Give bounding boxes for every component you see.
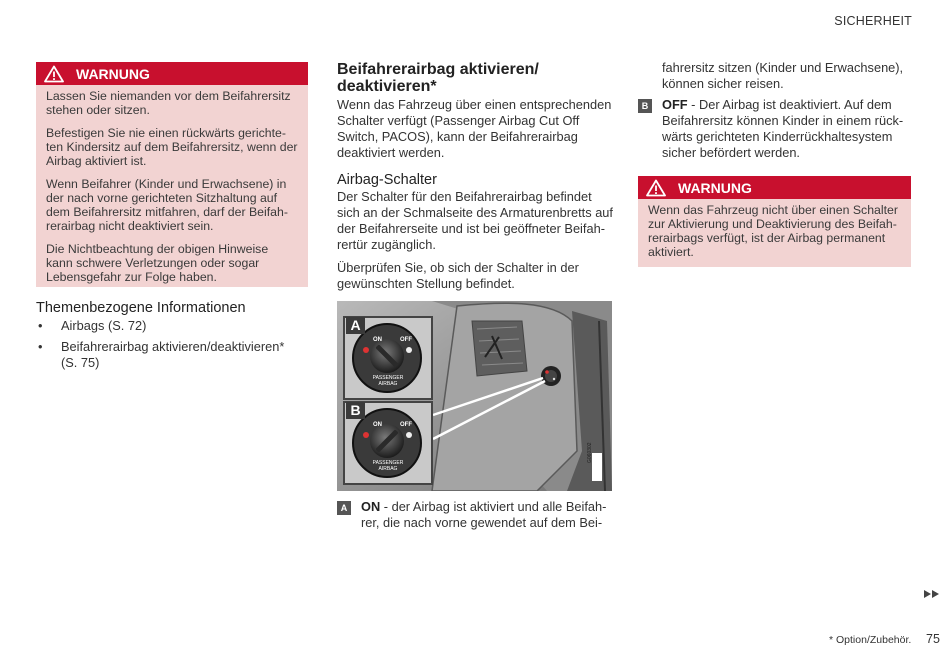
- switch-label-on: ON: [373, 422, 382, 428]
- switch-label-on: ON: [373, 337, 382, 343]
- figure-label-a: A: [346, 317, 365, 334]
- bullet-icon: •: [38, 339, 43, 354]
- warning-paragraph: Wenn das Fahrzeug nicht über einen Schalter zur Aktivierung und Deaktivierung des Beifah-rerairbags verfügt, ist der Airbag permanent aktiviert.: [648, 203, 898, 259]
- state-b-description: [638, 97, 908, 161]
- page-number: 75: [926, 632, 940, 646]
- page-title: [337, 61, 613, 95]
- switch-caption-line: PASSENGER: [372, 375, 404, 381]
- footnote: * Option/Zubehör.: [829, 634, 912, 646]
- switch-caption-line: AIRBAG: [378, 381, 398, 387]
- related-link[interactable]: Airbags (S. 72): [61, 318, 147, 333]
- figure-code: G060302: [587, 442, 593, 463]
- warning-paragraph: Befestigen Sie nie einen rückwärts gerichte-ten Kindersitz auf dem Beifahrersitz, wenn der Airbag aktiviert ist.: [46, 126, 298, 168]
- warning-triangle-icon: [44, 65, 64, 83]
- state-a-keyword: ON: [361, 499, 381, 514]
- intro-paragraph: Wenn das Fahrzeug über einen entsprechenden Schalter verfügt (Passenger Airbag Cut Off Switch, PACOS), kann der Beifahrerairbag deaktiviert werden.: [337, 97, 612, 160]
- airbag-switch-figure: [337, 301, 612, 491]
- bullet-icon: •: [38, 318, 43, 333]
- list-item[interactable]: [36, 339, 296, 371]
- figure-label-b: B: [346, 402, 365, 419]
- body-paragraph: Der Schalter für den Beifahrerairbag befindet sich an der Schmalseite des Armaturenbretts auf der Beifahrerseite und ist bei geöffneter Beifah-rertür zugänglich.: [337, 189, 613, 252]
- related-list: [36, 318, 296, 376]
- switch-caption-line: PASSENGER: [372, 460, 404, 466]
- switch-label-off: OFF: [400, 422, 412, 428]
- warning-header: [638, 176, 911, 199]
- warning-body: [638, 199, 911, 267]
- switch-caption-line: AIRBAG: [378, 466, 398, 472]
- title-line: deaktivieren*: [337, 78, 437, 95]
- list-item[interactable]: [36, 318, 296, 334]
- warning-body: [36, 85, 308, 292]
- related-heading: Themenbezogene Informationen: [36, 300, 246, 316]
- warning-paragraph: Lassen Sie niemanden vor dem Beifahrersitz stehen oder sitzen.: [46, 89, 291, 117]
- section-header: SICHERHEIT: [834, 14, 912, 28]
- state-a-text: - der Airbag ist aktiviert und alle Beifah-rer, die nach vorne gewendet auf dem Bei-: [361, 499, 607, 530]
- warning-title: WARNUNG: [76, 65, 150, 82]
- switch-caption: [359, 460, 417, 472]
- state-b-text: - Der Airbag ist deaktiviert. Auf dem Beifahrersitz können Kinder in einem rück-wärts gerichteten Kinderrückhaltesystem sicher befördert werden.: [662, 97, 904, 160]
- warning-box-left: [36, 62, 308, 287]
- title-line: Beifahrerairbag aktivieren/: [337, 61, 539, 78]
- warning-box-right: [638, 176, 911, 267]
- state-b-badge: B: [638, 99, 652, 113]
- state-a-continuation: fahrersitz sitzen (Kinder und Erwachsene), können sicher reisen.: [662, 60, 904, 91]
- warning-paragraph: Die Nichtbeachtung der obigen Hinweise kann schwere Verletzungen oder sogar Lebensgefahr zur Folge haben.: [46, 242, 269, 284]
- state-b-keyword: OFF: [662, 97, 688, 112]
- body-paragraph: Überprüfen Sie, ob sich der Schalter in der gewünschten Stellung befindet.: [337, 260, 579, 291]
- subheading: Airbag-Schalter: [337, 172, 437, 188]
- switch-label-off: OFF: [400, 337, 412, 343]
- warning-header: [36, 62, 308, 85]
- switch-caption: [359, 375, 417, 387]
- state-a-description: [337, 499, 607, 531]
- warning-paragraph: Wenn Beifahrer (Kinder und Erwachsene) in der nach vorne gerichteten Sitzhaltung auf dem Beifahrersitz mitfahren, darf der Beifah-rerairbag nicht deaktiviert sein.: [46, 177, 288, 233]
- warning-triangle-icon: [646, 179, 666, 197]
- warning-title: WARNUNG: [678, 179, 752, 196]
- state-a-badge: A: [337, 501, 351, 515]
- double-triangle-right-icon[interactable]: [924, 590, 940, 598]
- related-link[interactable]: Beifahrerairbag aktivieren/deaktivieren* (S. 75): [61, 339, 285, 370]
